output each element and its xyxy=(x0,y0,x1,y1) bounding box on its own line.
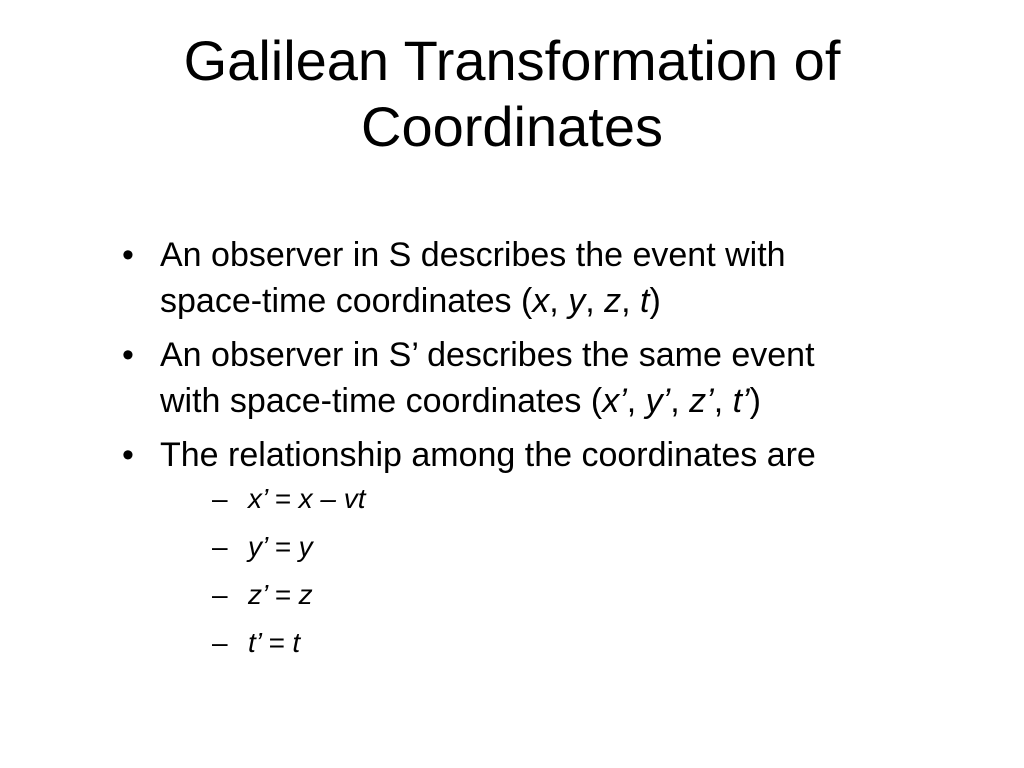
title-line-2: Coordinates xyxy=(361,95,663,158)
coord-close-paren: ) xyxy=(649,282,661,320)
coord-separator: , xyxy=(549,282,569,320)
bullet-text-line-2: space-time coordinates ( xyxy=(160,282,533,320)
dash-icon: – xyxy=(212,627,228,658)
bullet-icon: • xyxy=(122,336,134,374)
equation-text: z’ = z xyxy=(248,579,313,610)
coord-y-prime: y’ xyxy=(645,382,671,420)
equation-item-x xyxy=(212,480,1012,518)
dash-icon: – xyxy=(212,579,228,610)
equation-text: x’ = x – vt xyxy=(248,483,366,514)
coord-t-prime: t’ xyxy=(732,382,750,420)
equation-item-y xyxy=(212,528,1012,566)
dash-icon: – xyxy=(212,483,228,514)
coord-x: x xyxy=(532,282,550,320)
bullet-icon: • xyxy=(122,236,134,274)
coord-separator: , xyxy=(713,382,733,420)
coord-separator: , xyxy=(670,382,690,420)
coord-close-paren: ) xyxy=(749,382,761,420)
title-line-1: Galilean Transformation of xyxy=(183,29,841,92)
bullet-text-line-1: An observer in S’ describes the same event xyxy=(160,336,815,374)
bullet-item-relationship xyxy=(120,432,960,662)
slide-title xyxy=(0,28,1024,160)
coord-z-prime: z’ xyxy=(689,382,714,420)
coord-y: y xyxy=(568,282,586,320)
bullet-icon: • xyxy=(122,436,134,474)
equation-item-t xyxy=(212,624,1012,662)
coord-t: t xyxy=(640,282,650,320)
bullet-item-observer-s xyxy=(120,232,960,324)
coord-z: z xyxy=(604,282,622,320)
coord-separator: , xyxy=(585,282,605,320)
equation-text: t’ = t xyxy=(248,627,301,658)
bullet-text-line-2: with space-time coordinates ( xyxy=(160,382,603,420)
coord-separator: , xyxy=(626,382,646,420)
bullet-text-line-1: An observer in S describes the event with xyxy=(160,236,786,274)
bullet-text-line-1: The relationship among the coordinates are xyxy=(160,436,816,474)
bullet-list xyxy=(120,232,960,672)
coord-x-prime: x’ xyxy=(602,382,627,420)
coord-separator: , xyxy=(621,282,640,320)
bullet-item-observer-s-prime xyxy=(120,332,960,424)
equation-item-z xyxy=(212,576,1012,614)
equation-list xyxy=(212,480,1012,662)
dash-icon: – xyxy=(212,531,228,562)
equation-text: y’ = y xyxy=(248,531,313,562)
